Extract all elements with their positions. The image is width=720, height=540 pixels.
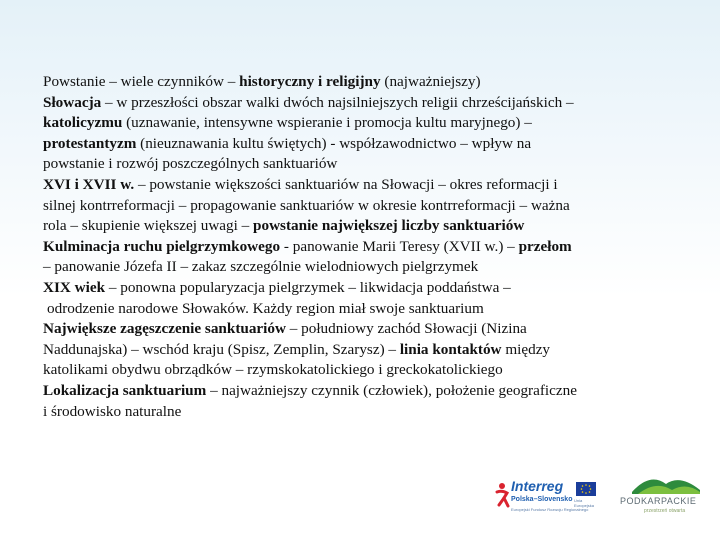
- text-segment: – panowanie Józefa II – zakaz szczególnie wielodniowych pielgrzymek: [43, 258, 479, 276]
- text-segment: (najważniejszy): [380, 73, 481, 90]
- text-segment: – najważniejszy czynnik (człowiek), położenie geograficzne: [206, 381, 577, 399]
- text-line: [43, 381, 711, 402]
- text-segment: (nieuznawania kultu świętych) - współzawodnictwo – wpływ na: [136, 134, 532, 152]
- text-segment: Powstanie – wiele czynników –: [43, 73, 240, 90]
- bold-term: Lokalizacja sanktuarium: [43, 381, 207, 399]
- slide-text: [43, 72, 711, 422]
- bold-term: XIX wiek: [43, 278, 106, 296]
- bold-term: historyczny i religijny: [239, 73, 381, 90]
- text-line: [43, 360, 711, 381]
- text-segment: między: [501, 340, 551, 358]
- text-line: [43, 72, 711, 93]
- bold-term: Największe zagęszczenie sanktuariów: [43, 320, 286, 338]
- text-segment: katolikami obydwu obrządków – rzymskokatolickiego i greckokatolickiego: [43, 361, 503, 379]
- logo-strip: [484, 462, 716, 536]
- text-segment: – w przeszłości obszar walki dwóch najsilniejszych religii chrześcijańskich –: [101, 93, 574, 111]
- bold-term: protestantyzm: [43, 134, 137, 152]
- bold-term: linia kontaktów: [399, 340, 502, 358]
- bold-term: katolicyzmu: [43, 114, 123, 132]
- text-line: [43, 278, 711, 299]
- bold-term: powstanie największej liczby sanktuariów: [253, 217, 525, 235]
- text-line: [43, 93, 711, 114]
- podkarpackie-logo-text: PODKARPACKIE: [620, 496, 697, 506]
- text-line: [43, 154, 711, 175]
- text-line: [43, 299, 711, 320]
- interreg-logo-text: Interreg: [511, 478, 564, 494]
- text-segment: odrodzenie narodowe Słowaków. Każdy region miał swoje sanktuarium: [47, 299, 484, 317]
- text-segment: - panowanie Marii Teresy (XVII w.) –: [280, 237, 519, 255]
- text-line: [43, 175, 711, 196]
- text-segment: Naddunajska) – wschód kraju (Spisz, Zemplin, Szarysz) –: [43, 340, 400, 358]
- text-segment: – południowy zachód Słowacji (Nizina: [285, 320, 527, 338]
- interreg-fund-text: Europejski Fundusz Rozwoju Regionalnego: [511, 507, 589, 512]
- text-line: [43, 340, 711, 361]
- text-segment: (uznawanie, intensywne wspieranie i promocja kultu maryjnego) –: [122, 114, 532, 132]
- text-line: [43, 319, 711, 340]
- podkarpackie-hills-icon: [632, 470, 700, 494]
- text-line: [43, 134, 711, 155]
- podkarpackie-subtitle: przestrzeń otwarta: [644, 508, 686, 514]
- text-line: [43, 402, 711, 423]
- text-line: [43, 216, 711, 237]
- text-line: [43, 113, 711, 134]
- eu-text: Unia Europejska: [574, 498, 595, 508]
- bold-term: Kulminacja ruchu pielgrzymkowego: [43, 237, 281, 255]
- text-segment: – powstanie większości sanktuariów na Słowacji – okres reformacji i: [134, 175, 558, 193]
- text-segment: powstanie i rozwój poszczególnych sanktuariów: [43, 155, 338, 173]
- text-line: [43, 196, 711, 217]
- bold-term: Słowacja: [43, 93, 102, 111]
- text-segment: rola – skupienie większej uwagi –: [43, 217, 254, 235]
- bold-term: przełom: [518, 237, 572, 255]
- text-segment: silnej kontrreformacji – propagowanie sanktuariów w okresie kontrreformacji – ważna: [43, 196, 570, 214]
- bold-term: XVI i XVII w.: [43, 175, 135, 193]
- eu-flag-icon: [576, 482, 596, 496]
- interreg-subtitle: Polska–Slovensko: [511, 496, 573, 503]
- text-line: [43, 257, 711, 278]
- text-line: [43, 237, 711, 258]
- text-segment: – ponowna popularyzacja pielgrzymek – likwidacja poddaństwa –: [105, 278, 511, 296]
- text-segment: i środowisko naturalne: [43, 402, 182, 420]
